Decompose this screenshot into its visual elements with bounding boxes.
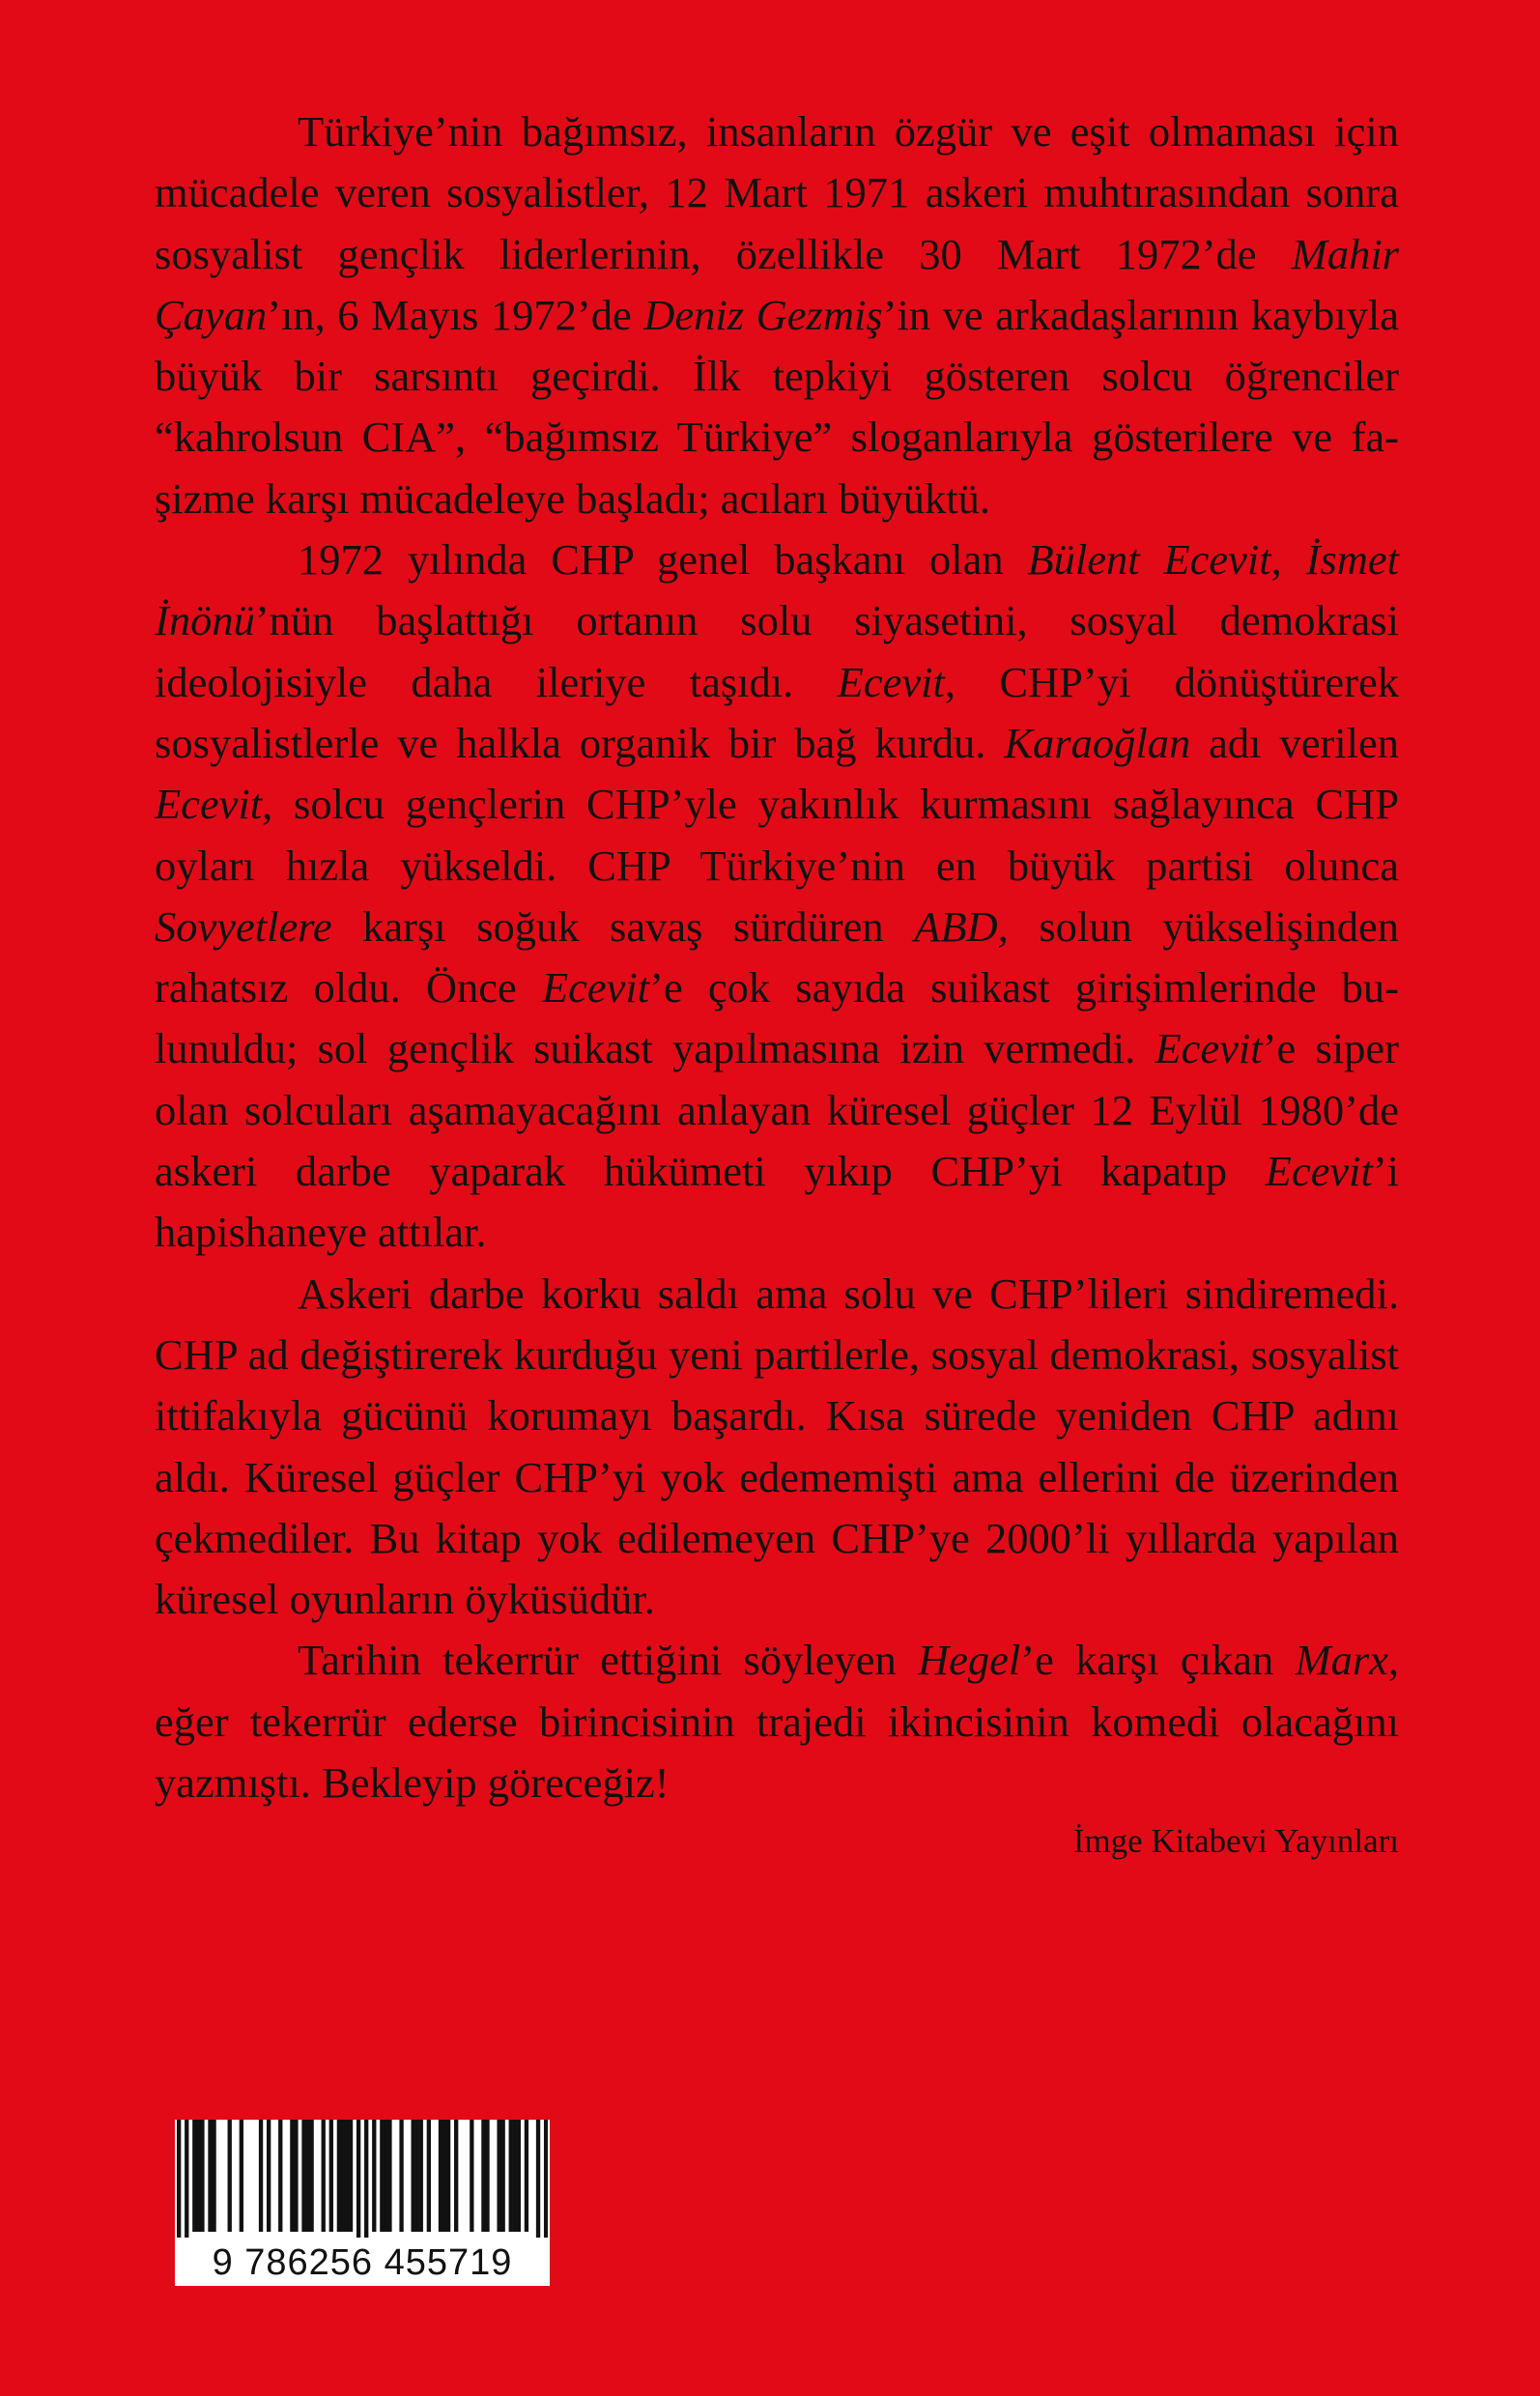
blurb-paragraph-1 [155, 101, 1399, 529]
barcode-bar [322, 2120, 326, 2232]
publisher-name: İmge Kitabevi Yayınları [1072, 1822, 1399, 1861]
barcode-bars [177, 2120, 548, 2238]
blurb-text [155, 101, 1399, 1866]
barcode-bar [387, 2120, 391, 2232]
isbn-barcode [175, 2120, 550, 2286]
text-run: Türkiye’nin bağımsız, insanların özgür ve eşit olmaması için mücadele veren sosyalistler, 12 Mart 1971 askeri muhtırasından sonra sosyalist gençlik liderlerinin, özellikle 30 Mart 1972’de [155, 107, 1399, 278]
barcode-bar [513, 2120, 517, 2232]
blurb-paragraph-4 [155, 1630, 1399, 1813]
barcode-bar [305, 2120, 309, 2232]
barcode-bar [196, 2120, 200, 2232]
barcode-bar [412, 2120, 415, 2232]
barcode-bar [309, 2120, 313, 2232]
barcode-bar [294, 2120, 298, 2232]
barcode-bar [345, 2120, 349, 2232]
barcode-bar [497, 2120, 500, 2232]
text-run: , solcu gençlerin CHP’yle yakınlık kurmasını sağlayınca CHP oyları hızla yükseldi. CHP Türkiye’nin en büyük partisi olunca [155, 780, 1399, 890]
barcode-bar [470, 2120, 473, 2232]
text-run: 1972 yılında CHP genel başkanı olan [298, 535, 1028, 585]
barcode-bar [208, 2120, 212, 2232]
barcode-bar [481, 2120, 485, 2232]
blurb-paragraph-2 [155, 529, 1399, 1264]
barcode-bar [427, 2120, 431, 2232]
text-run: Tarihin tekerrür ettiğini söyleyen [298, 1636, 918, 1685]
barcode-bar [185, 2120, 188, 2238]
barcode-bar [525, 2120, 528, 2232]
barcode-bar [212, 2120, 215, 2232]
barcode-digits: 9 786256 455719 [212, 2242, 513, 2283]
italic-name: Ecevit [155, 780, 263, 829]
text-run: karşı soğuk savaş sürdüren [331, 901, 915, 951]
italic-name: Ecevit [837, 657, 945, 706]
italic-name: ABD, [914, 901, 1009, 951]
barcode-bar [192, 2120, 196, 2232]
barcode-bar [329, 2120, 333, 2232]
italic-name: Ecevit [1265, 1147, 1373, 1196]
barcode-bar [364, 2120, 368, 2238]
text-run: ’i hapishaneye attılar. [155, 1147, 1399, 1257]
text-run: Askeri darbe korku saldı ama solu ve CHP’lileri sindiremedi. CHP ad değiştirerek kurduğu yeni partilerle, sosyal demokrasi, sosyalist ittifakıyla gücünü korumayı başardı. Kısa sürede yeniden CHP adını aldı. Küresel güçler CHP’yi yok edememişti ama ellerini de üzerinden çekmediler. Bu kitap yok edilemeyen CHP’ye 2000’li yıllarda yapılan küresel oyunların öyküsüdür. [155, 1269, 1399, 1624]
text-run: ’in ve arkadaşlarının kaybıyla büyük bir sarsıntı geçirdi. İlk tepkiyi gösteren solcu öğrenciler “kahrolsun CIA”, “bağımsız Türkiye” sloganlarıyla gösterilere ve faşizme karşı mücadeleye başladı; acıları büyüktü. [155, 290, 1399, 523]
italic-name: Hegel [918, 1636, 1021, 1685]
blurb-paragraph-3 [155, 1264, 1399, 1631]
barcode-bar [259, 2120, 263, 2232]
barcode-bar [240, 2120, 243, 2232]
barcode-bar [415, 2120, 419, 2232]
barcode-bar [337, 2120, 341, 2232]
italic-name: Mahir Çayan [155, 229, 1399, 339]
text-run: ’e karşı çıkan [1020, 1636, 1296, 1685]
barcode-bar [384, 2120, 387, 2232]
barcode-bar [380, 2120, 384, 2232]
barcode-bar [267, 2120, 271, 2232]
barcode-bar [544, 2120, 548, 2238]
barcode-bar [356, 2120, 360, 2238]
barcode-bar [290, 2120, 294, 2232]
text-run: , [1270, 535, 1306, 585]
barcode-bar [500, 2120, 504, 2232]
barcode-bar [399, 2120, 403, 2232]
italic-name: İsmet İnönü [155, 535, 1400, 645]
barcode-bar [177, 2120, 181, 2238]
italic-name: Bülent Ecevit [1027, 535, 1271, 585]
barcode-bar [341, 2120, 345, 2232]
barcode-bar [419, 2120, 423, 2232]
barcode-bar [446, 2120, 450, 2232]
text-run: solun yükselişinden rahatsız oldu. Önce [155, 901, 1399, 1013]
text-run: , CHP’yi dönüştürerek sosyalistlerle ve halkla organik bir bağ kurdu. [155, 657, 1399, 767]
text-run: ’e siper olan solcuları aşamayacağını anlayan küresel güçler 12 Eylül 1980’de askeri darbe yaparak hükümeti yıkıp CHP’yi kapatıp [155, 1024, 1400, 1196]
barcode-bar [372, 2120, 376, 2232]
italic-name: Ecevit [541, 963, 650, 1013]
text-run: adı verilen [1190, 718, 1399, 767]
italic-name: Ecevit [1155, 1024, 1263, 1073]
barcode-bar [278, 2120, 282, 2232]
barcode-bar [509, 2120, 513, 2232]
barcode-bar [485, 2120, 489, 2232]
barcode-bar [439, 2120, 442, 2232]
text-run: ’ın, 6 Mayıs 1972’de [267, 290, 644, 339]
italic-name: Deniz Gezmiş [643, 290, 883, 339]
italic-name: Marx [1295, 1636, 1388, 1685]
barcode-bar [228, 2120, 232, 2232]
barcode-bar [454, 2120, 458, 2232]
italic-name: Karaoğlan [1004, 718, 1191, 767]
italic-name: Sovyetlere [155, 901, 332, 951]
barcode-bar [301, 2120, 305, 2232]
text-run: ’nün başlattığı ortanın solu siyasetini, sosyal demokrasi ideolojisiyle daha ileriye taşıdı. [155, 596, 1399, 706]
text-run: , eğer tekerrür ederse birincisinin trajedi ikincisinin komedi olacağını yazmıştı. Bekleyip göreceğiz! [155, 1636, 1400, 1808]
barcode-bar [200, 2120, 204, 2232]
barcode-bar [536, 2120, 540, 2238]
text-run: ’e çok sayıda suikast girişimlerinde bulunuldu; sol gençlik suikast yapılmasına izin vermedi. [155, 963, 1399, 1073]
barcode-bar [442, 2120, 446, 2232]
barcode-bar [349, 2120, 353, 2232]
barcode-bar [517, 2120, 521, 2232]
